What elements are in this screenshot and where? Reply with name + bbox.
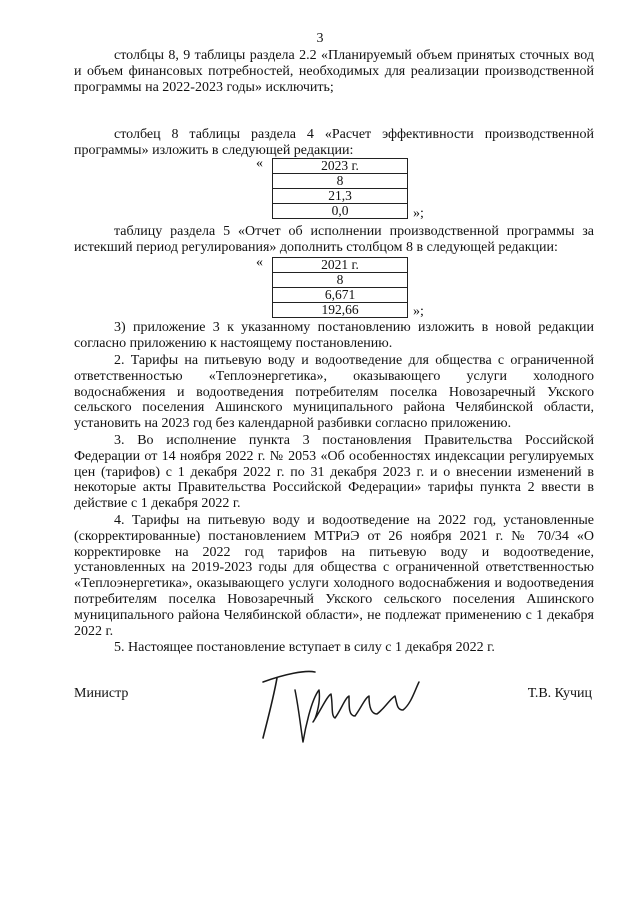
table-cell: 6,671	[273, 288, 408, 303]
table-row	[273, 189, 408, 204]
paragraph-5: 2. Тарифы на питьевую воду и водоотведение для общества с ограниченной ответственностью «Теплоэнергетика», оказывающего услуги холодного водоснабжения и водоотведения потребителям поселка Новозаречный Укского сельского поселения Ашинского муниципального района Челябинской области, установить на 2023 год без календарной разбивки согласно приложению.	[74, 353, 594, 432]
table-cell: 8	[273, 273, 408, 288]
paragraph-1: столбцы 8, 9 таблицы раздела 2.2 «Планируемый объем принятых сточных вод и объем финансовых потребностей, необходимых для реализации производственной программы на 2022-2023 годы» исключить;	[74, 48, 594, 95]
table-row	[273, 174, 408, 189]
table-cell: 8	[273, 174, 408, 189]
paragraph-3: таблицу раздела 5 «Отчет об исполнении производственной программы за истекший период регулирования» дополнить столбцом 8 в следующей редакции:	[74, 224, 594, 255]
table-section-5	[272, 257, 408, 318]
table1-open-quote: «	[256, 156, 263, 171]
handwritten-signature	[255, 660, 425, 750]
table-cell: 2023 г.	[273, 159, 408, 174]
table2-open-quote: «	[256, 255, 263, 270]
paragraph-8: 5. Настоящее постановление вступает в силу с 1 декабря 2022 г.	[114, 640, 495, 655]
table-row	[273, 204, 408, 219]
table-row	[273, 273, 408, 288]
page-number: 3	[316, 31, 324, 46]
table-cell: 2021 г.	[273, 258, 408, 273]
table-row	[273, 258, 408, 273]
paragraph-6: 3. Во исполнение пункта 3 постановления Правительства Российской Федерации от 14 ноября 2022 г. № 2053 «Об особенностях индексации регулируемых цен (тарифов) с 1 декабря 2022 г. по 31 декабря 2023 г. и о внесении изменений в некоторые акты Правительства Российской Федерации» тарифы пункта 2 ввести в действие с 1 декабря 2022 г.	[74, 433, 594, 512]
signatory-title: Министр	[74, 686, 129, 701]
table-cell: 192,66	[273, 303, 408, 318]
table1-close-quote: »;	[413, 206, 424, 221]
paragraph-7: 4. Тарифы на питьевую воду и водоотведение на 2022 год, установленные (скорректированные) постановлением МТРиЭ от 26 ноября 2021 г. № 70/34 «О корректировке на 2022 год тарифов на питьевую воду и водоотведение, установленных на 2019-2023 годы для общества с ограниченной ответственностью «Теплоэнергетика», оказывающего услуги холодного водоснабжения и водоотведения потребителям поселка Новозаречный Укского сельского поселения Ашинского муниципального района Челябинской области», не подлежат применению с 1 декабря 2022 г.	[74, 513, 594, 639]
table-row	[273, 288, 408, 303]
paragraph-4: 3) приложение 3 к указанному постановлению изложить в новой редакции согласно приложению к настоящему постановлению.	[74, 320, 594, 351]
signatory-name: Т.В. Кучиц	[527, 686, 592, 701]
paragraph-2: столбец 8 таблицы раздела 4 «Расчет эффективности производственной программы» изложить в следующей редакции:	[74, 127, 594, 158]
table-row	[273, 159, 408, 174]
table-cell: 0,0	[273, 204, 408, 219]
table-section-4	[272, 158, 408, 219]
table2-close-quote: »;	[413, 304, 424, 319]
table-row	[273, 303, 408, 318]
table-cell: 21,3	[273, 189, 408, 204]
